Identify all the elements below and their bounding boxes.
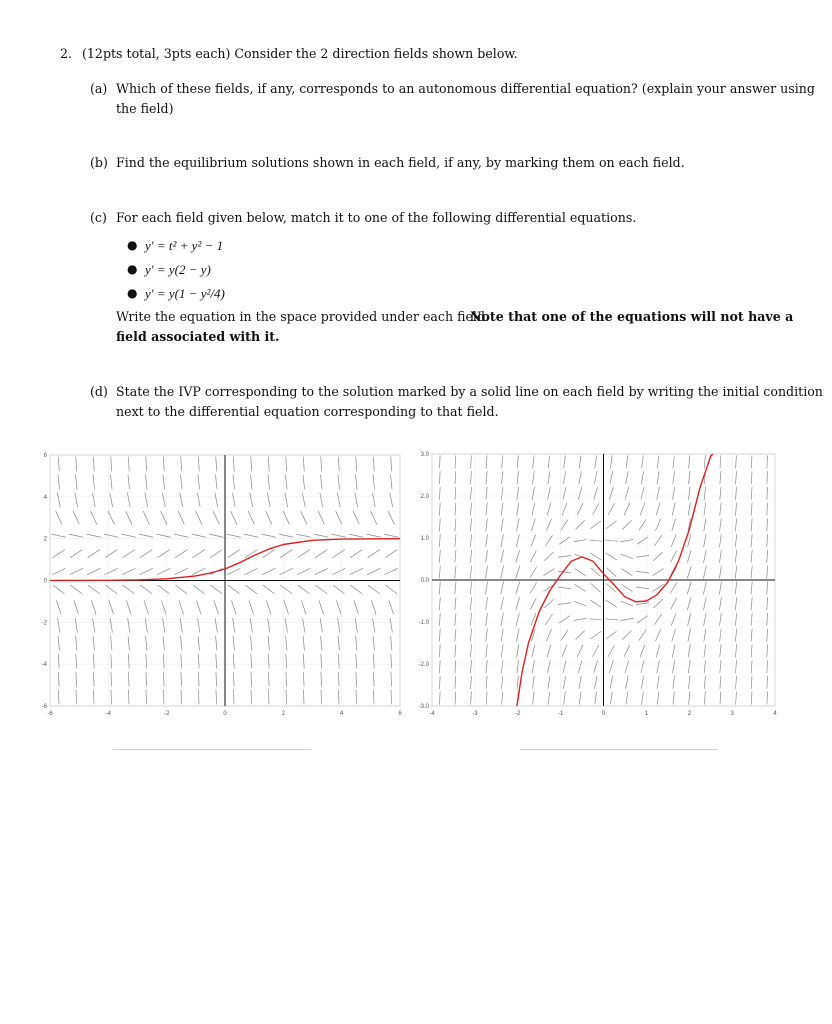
x-tick-label: 0 [223,711,227,717]
part-d-line-1: State the IVP corresponding to the solution marked by a solid line on each field by writing the initial condition [116,384,823,399]
x-tick-label: 3 [730,711,734,717]
part-a-label: (a) [90,81,108,96]
x-tick-label: -2 [163,711,170,717]
y-tick-label: -6 [41,704,47,710]
equation-1: y′ = t² + y² − 1 [145,238,224,253]
y-tick-label: 4 [43,494,47,501]
x-tick-label: 1 [644,711,649,717]
direction-field-right [412,440,780,725]
part-b-text: Find the equilibrium solutions shown in each field, if any, by marking them on each field. [116,155,685,170]
part-a-line-2: the field) [116,101,174,116]
x-tick-label: -4 [105,711,112,717]
x-tick-label: -3 [472,711,478,717]
part-c-text: For each field given below, match it to one of the following differential equations. [116,210,637,225]
part-a-line-1: Which of these fields, if any, corresponds to an autonomous differential equation? (explain your answer using [116,81,815,96]
y-tick-label: -2 [41,620,47,627]
bullet-icon: ● [127,262,138,276]
equation-3: y′ = y(1 − y²/4) [145,286,225,301]
part-c-label: (c) [90,210,107,225]
x-tick-label: -6 [47,711,53,717]
y-tick-label: 0.0 [420,578,429,584]
bullet-icon: ● [127,238,138,252]
answer-line-left[interactable] [113,749,311,750]
y-tick-label: -1.0 [418,620,429,626]
problem-intro: (12pts total, 3pts each) Consider the 2 direction fields shown below. [82,46,518,61]
x-tick-label: 0 [601,711,606,717]
x-tick-label: -4 [429,711,435,717]
y-tick-label: -3.0 [418,704,429,710]
y-tick-label: -2.0 [418,662,429,668]
x-tick-label: -1 [557,711,564,717]
part-c-note-bold-1: Note that one of the equations will not have a [470,309,794,324]
y-tick-label: -4 [41,662,47,669]
x-tick-label: 2 [281,711,286,717]
equation-2: y′ = y(2 − y) [145,262,211,277]
direction-field-left [28,440,410,725]
x-tick-label: 2 [687,711,691,717]
part-d-line-2: next to the differential equation corresponding to that field. [116,404,499,419]
part-d-label: (d) [90,384,108,399]
x-tick-label: 4 [339,711,344,717]
part-b-label: (b) [90,155,108,170]
problem-number: 2. [60,46,73,61]
part-c-note-bold-2: field associated with it. [116,329,280,344]
x-tick-label: -2 [515,711,521,717]
y-tick-label: 2 [43,536,47,543]
x-tick-label: 4 [773,711,777,717]
y-tick-label: 0 [43,578,47,585]
y-tick-label: 6 [43,453,47,459]
y-tick-label: 2.0 [420,494,429,500]
answer-line-right[interactable] [520,749,718,750]
y-tick-label: 1.0 [420,536,429,542]
part-c-note-plain: Write the equation in the space provided under each field. [116,309,490,324]
y-tick-label: 3.0 [420,452,429,458]
x-tick-label: 6 [398,711,402,717]
bullet-icon: ● [127,286,138,300]
